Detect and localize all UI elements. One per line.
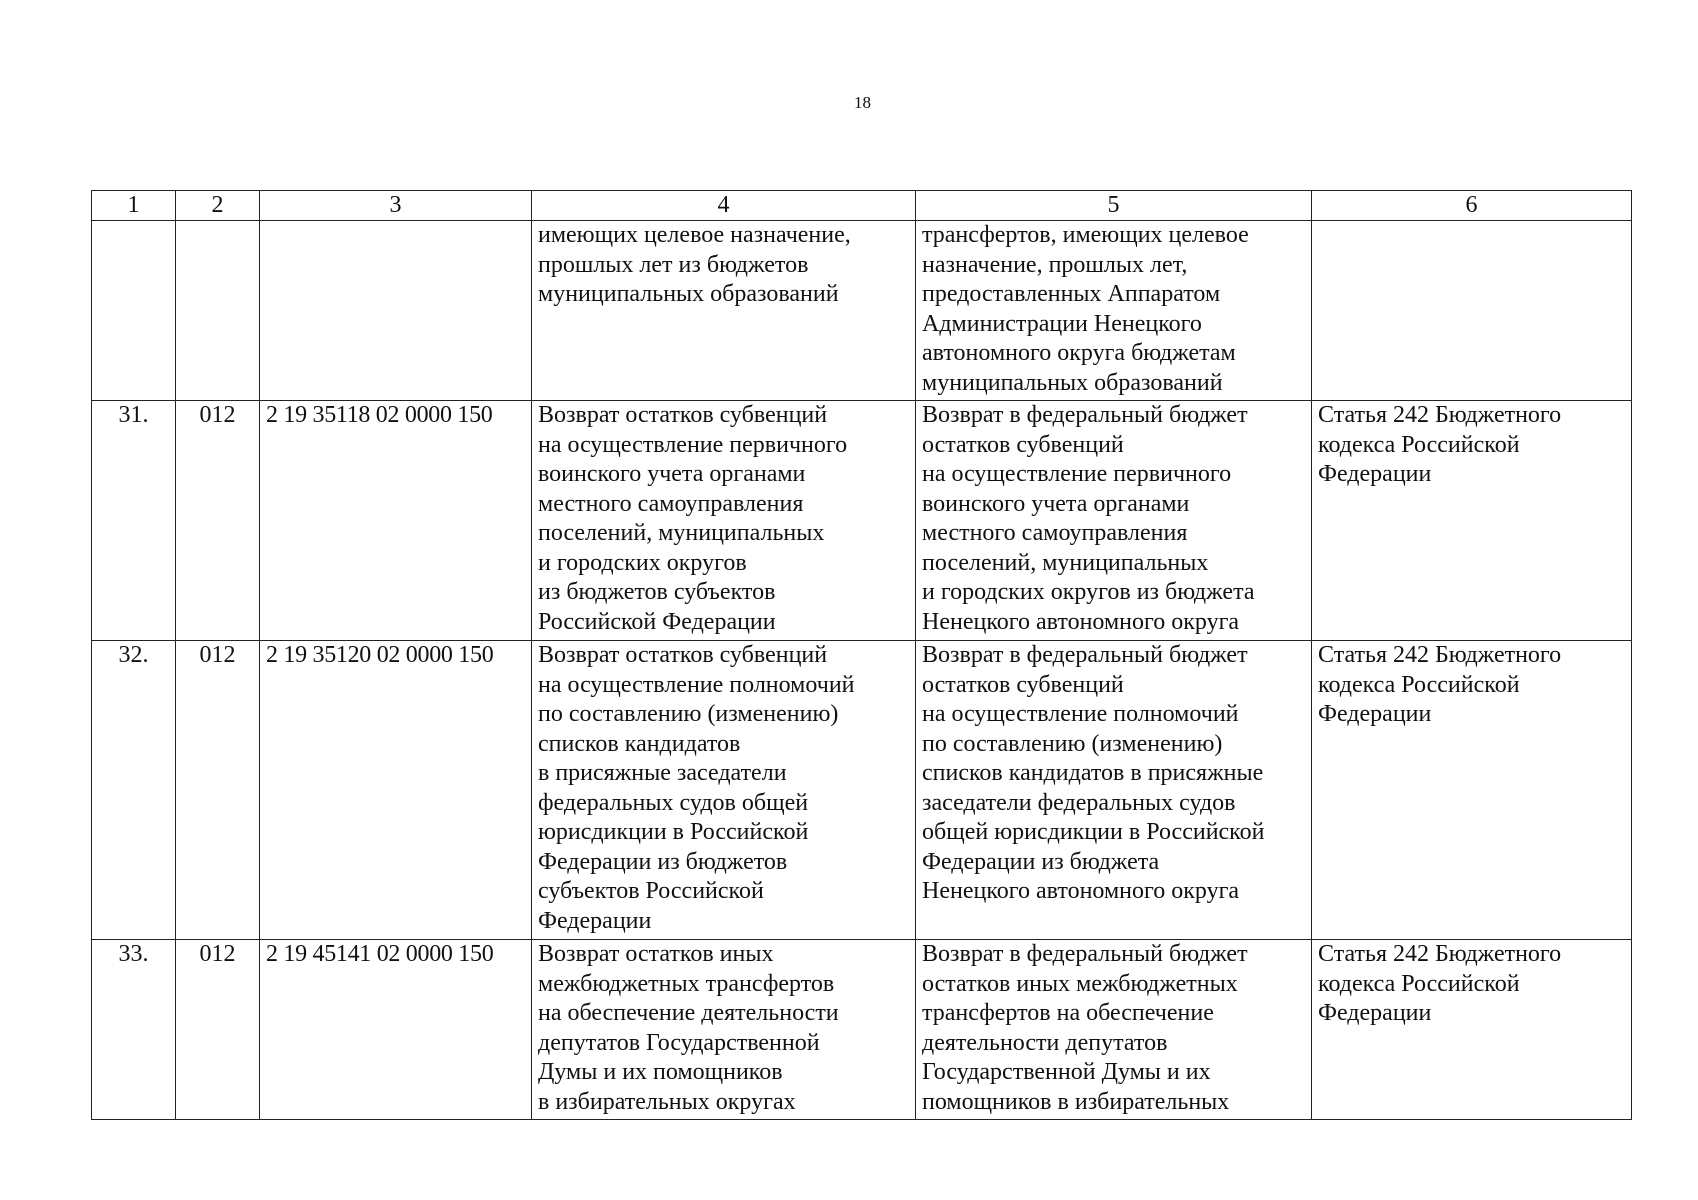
budget-class-code-cell (260, 221, 532, 401)
admin-code-cell: 012 (176, 401, 260, 641)
admin-code-cell: 012 (176, 940, 260, 1120)
table-header (92, 191, 1632, 221)
header-row (92, 191, 1632, 221)
admin-code-cell (176, 221, 260, 401)
row-number-cell (92, 221, 176, 401)
legal-basis-cell: Статья 242 Бюджетного кодекса Российской Федерации (1312, 641, 1632, 940)
revenue-name-cell: Возврат остатков иных межбюджетных трансфертов на обеспечение деятельности депутатов Государственной Думы и их помощников в избирательных округах (532, 940, 916, 1120)
column-header-5: 5 (916, 191, 1312, 221)
table-body (92, 221, 1632, 1120)
table-row (92, 940, 1632, 1120)
row-number-cell: 32. (92, 641, 176, 940)
revenue-description-cell: трансфертов, имеющих целевое назначение, прошлых лет, предоставленных Аппаратом Администрации Ненецкого автономного округа бюджетам муниципальных образований (916, 221, 1312, 401)
table-row (92, 401, 1632, 641)
row-number-cell: 31. (92, 401, 176, 641)
column-header-6: 6 (1312, 191, 1632, 221)
budget-class-code-cell: 2 19 35120 02 0000 150 (260, 641, 532, 940)
budget-class-code-cell: 2 19 45141 02 0000 150 (260, 940, 532, 1120)
revenue-name-cell: имеющих целевое назначение, прошлых лет из бюджетов муниципальных образований (532, 221, 916, 401)
admin-code-cell: 012 (176, 641, 260, 940)
column-header-1: 1 (92, 191, 176, 221)
revenue-name-cell: Возврат остатков субвенций на осуществление первичного воинского учета органами местного самоуправления поселений, муниципальных и городских округов из бюджетов субъектов Российской Федерации (532, 401, 916, 641)
column-header-3: 3 (260, 191, 532, 221)
table-row (92, 641, 1632, 940)
legal-basis-cell (1312, 221, 1632, 401)
budget-class-code-cell: 2 19 35118 02 0000 150 (260, 401, 532, 641)
budget-codes-table (91, 190, 1632, 1120)
row-number-cell: 33. (92, 940, 176, 1120)
table-row (92, 221, 1632, 401)
revenue-description-cell: Возврат в федеральный бюджет остатков иных межбюджетных трансфертов на обеспечение деятельности депутатов Государственной Думы и их помощников в избирательных (916, 940, 1312, 1120)
legal-basis-cell: Статья 242 Бюджетного кодекса Российской Федерации (1312, 940, 1632, 1120)
revenue-name-cell: Возврат остатков субвенций на осуществление полномочий по составлению (изменению) списков кандидатов в присяжные заседатели федеральных судов общей юрисдикции в Российской Федерации из бюджетов субъектов Российской Федерации (532, 641, 916, 940)
revenue-description-cell: Возврат в федеральный бюджет остатков субвенций на осуществление первичного воинского учета органами местного самоуправления поселений, муниципальных и городских округов из бюджета Ненецкого автономного округа (916, 401, 1312, 641)
page-number: 18 (854, 93, 871, 112)
revenue-description-cell: Возврат в федеральный бюджет остатков субвенций на осуществление полномочий по составлению (изменению) списков кандидатов в присяжные заседатели федеральных судов общей юрисдикции в Российской Федерации из бюджета Ненецкого автономного округа (916, 641, 1312, 940)
column-header-2: 2 (176, 191, 260, 221)
column-header-4: 4 (532, 191, 916, 221)
legal-basis-cell: Статья 242 Бюджетного кодекса Российской Федерации (1312, 401, 1632, 641)
